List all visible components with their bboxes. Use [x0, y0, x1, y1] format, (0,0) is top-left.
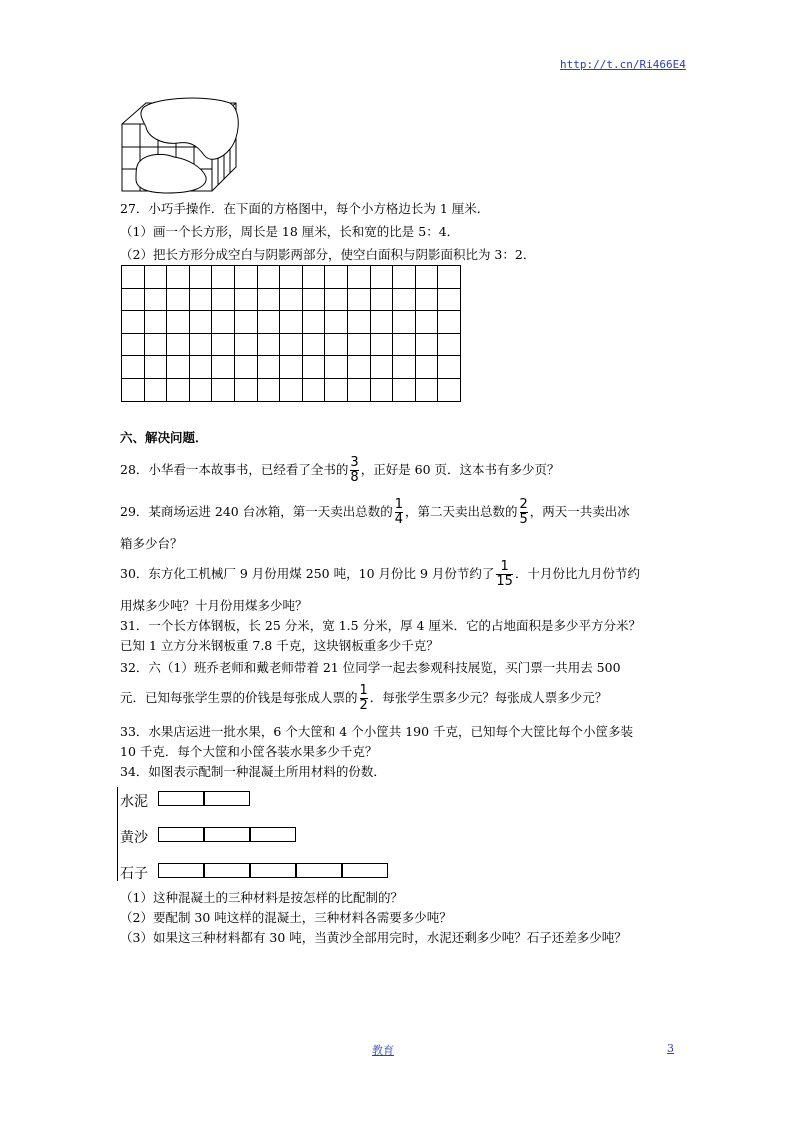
material-bar-cement [158, 791, 250, 806]
q27-sub1: （1）画一个长方形，周长是 18 厘米，长和宽的比是 5：4． [120, 224, 460, 239]
grid-cell[interactable] [189, 356, 212, 379]
grid-cell[interactable] [347, 378, 370, 401]
grid-cell[interactable] [122, 333, 145, 356]
grid-cell[interactable] [370, 266, 393, 289]
grid-cell[interactable] [234, 333, 257, 356]
grid-cell[interactable] [257, 378, 280, 401]
q34-sub3: （3）如果这三种材料都有 30 吨，当黄沙全部用完时，水泥还剩多少吨？石子还差多少吨？ [120, 930, 627, 945]
grid-cell[interactable] [234, 288, 257, 311]
grid-cell[interactable] [325, 333, 348, 356]
grid-cell[interactable] [347, 311, 370, 334]
grid-cell[interactable] [234, 356, 257, 379]
grid-cell[interactable] [347, 333, 370, 356]
grid-cell[interactable] [189, 311, 212, 334]
grid-cell[interactable] [280, 311, 303, 334]
grid-cell[interactable] [370, 378, 393, 401]
grid-cell[interactable] [393, 311, 416, 334]
grid-cell[interactable] [393, 333, 416, 356]
fraction-2-5: $\frac{2}{5}$ [519, 497, 528, 527]
q28: 28．小华看一本故事书，已经看了全书的 $\frac{3}{8}$ ，正好是 60 页．这本书有多少页？ [120, 455, 560, 485]
grid-cell[interactable] [393, 378, 416, 401]
grid-cell[interactable] [212, 288, 235, 311]
q31-line1: 31．一个长方体钢板，长 25 分米，宽 1.5 分米，厚 4 厘米．它的占地面积是多少平方分米？ [120, 618, 641, 633]
header-url-link[interactable]: http://t.cn/Ri466E4 [560, 58, 686, 71]
grid-cell[interactable] [167, 378, 190, 401]
grid-cell[interactable] [280, 288, 303, 311]
grid-cell[interactable] [393, 356, 416, 379]
grid-cell[interactable] [144, 288, 167, 311]
grid-cell[interactable] [302, 333, 325, 356]
q32-line2: 元．已知每张学生票的价钱是每张成人票的 $\frac{1}{2}$ ．每张学生票多少元？每张成人票多少元？ [120, 683, 608, 713]
grid-cell[interactable] [415, 311, 438, 334]
fraction-1-2: $\frac{1}{2}$ [359, 683, 368, 713]
material-bar-sand [158, 827, 296, 842]
grid-cell[interactable] [325, 311, 348, 334]
section-6-title: 六、解决问题． [120, 430, 208, 445]
grid-cell[interactable] [302, 356, 325, 379]
q33-line1: 33．水果店运进一批水果，6 个大筐和 4 个小筐共 190 千克，已知每个大筐比每个小筐多装 [120, 724, 634, 739]
grid-cell[interactable] [370, 311, 393, 334]
grid-cell[interactable] [438, 311, 461, 334]
grid-cell[interactable] [212, 333, 235, 356]
q29-line2: 箱多少台？ [120, 536, 183, 551]
grid-cell[interactable] [415, 288, 438, 311]
grid-cell[interactable] [438, 356, 461, 379]
material-label-sand: 黄沙 [120, 830, 148, 846]
grid-cell[interactable] [144, 266, 167, 289]
grid-cell[interactable] [415, 266, 438, 289]
q32-line1: 32．六（1）班乔老师和戴老师带着 21 位同学一起去参观科技展览，买门票一共用去 500 [120, 660, 621, 675]
grid-cell[interactable] [347, 288, 370, 311]
grid-cell[interactable] [370, 356, 393, 379]
grid-cell[interactable] [302, 311, 325, 334]
q34-title: 34．如图表示配制一种混凝土所用材料的份数． [120, 764, 386, 779]
cube-figure [118, 97, 243, 197]
grid-cell[interactable] [189, 288, 212, 311]
material-label-cement: 水泥 [120, 794, 148, 810]
grid-cell[interactable] [189, 378, 212, 401]
grid-cell[interactable] [167, 311, 190, 334]
material-bar-gravel [158, 863, 388, 878]
grid-cell[interactable] [415, 378, 438, 401]
q29-line1: 29．某商场运进 240 台冰箱，第一天卖出总数的 $\frac{1}{4}$ ，第二天卖出总数的 $\frac{2}{5}$ ，两天一共卖出冰 [120, 497, 630, 527]
grid-cell[interactable] [122, 266, 145, 289]
grid-cell[interactable] [257, 311, 280, 334]
grid-cell[interactable] [212, 378, 235, 401]
material-label-gravel: 石子 [120, 866, 148, 882]
grid-cell[interactable] [234, 266, 257, 289]
grid-cell[interactable] [257, 266, 280, 289]
diagram-axis-line [117, 787, 118, 881]
grid-cell[interactable] [347, 356, 370, 379]
grid-cell[interactable] [212, 311, 235, 334]
grid-cell[interactable] [415, 356, 438, 379]
grid-cell[interactable] [393, 266, 416, 289]
grid-cell[interactable] [280, 266, 303, 289]
grid-cell[interactable] [257, 333, 280, 356]
grid-cell[interactable] [325, 266, 348, 289]
grid-cell[interactable] [302, 288, 325, 311]
grid-cell[interactable] [325, 288, 348, 311]
square-grid[interactable] [121, 265, 461, 402]
q31-line2: 已知 1 立方分米钢板重 7.8 千克，这块钢板重多少千克？ [120, 638, 439, 653]
grid-cell[interactable] [438, 333, 461, 356]
grid-cell[interactable] [280, 333, 303, 356]
grid-cell[interactable] [167, 356, 190, 379]
q34-sub2: （2）要配制 30 吨这样的混凝土，三种材料各需要多少吨？ [120, 910, 452, 925]
q33-line2: 10 千克．每个大筐和小筐各装水果多少千克？ [120, 744, 378, 759]
grid-cell[interactable] [438, 288, 461, 311]
grid-cell[interactable] [325, 378, 348, 401]
grid-cell[interactable] [325, 356, 348, 379]
grid-cell[interactable] [144, 356, 167, 379]
q27-sub2: （2）把长方形分成空白与阴影两部分，使空白面积与阴影面积比为 3：2． [120, 247, 536, 262]
grid-cell[interactable] [302, 378, 325, 401]
page-number[interactable]: 3 [667, 1042, 674, 1055]
q34-sub1: （1）这种混凝土的三种材料是按怎样的比配制的？ [120, 890, 403, 905]
grid-cell[interactable] [144, 311, 167, 334]
grid-cell[interactable] [122, 356, 145, 379]
grid-cell[interactable] [212, 266, 235, 289]
grid-cell[interactable] [280, 378, 303, 401]
grid-cell[interactable] [122, 311, 145, 334]
grid-cell[interactable] [302, 266, 325, 289]
grid-cell[interactable] [122, 378, 145, 401]
grid-cell[interactable] [415, 333, 438, 356]
q27-title: 27．小巧手操作．在下面的方格图中，每个小方格边长为 1 厘米． [120, 201, 490, 216]
grid-cell[interactable] [189, 333, 212, 356]
fraction-1-4: $\frac{1}{4}$ [394, 497, 403, 527]
grid-cell[interactable] [122, 288, 145, 311]
grid-cell[interactable] [438, 266, 461, 289]
grid-cell[interactable] [212, 356, 235, 379]
grid-cell[interactable] [257, 288, 280, 311]
grid-cell[interactable] [280, 356, 303, 379]
grid-cell[interactable] [438, 378, 461, 401]
grid-cell[interactable] [393, 288, 416, 311]
grid-cell[interactable] [167, 333, 190, 356]
grid-cell[interactable] [234, 378, 257, 401]
grid-cell[interactable] [347, 266, 370, 289]
q30-line1: 30．东方化工机械厂 9 月份用煤 250 吨，10 月份比 9 月份节约了 $\frac{1}{15}$ ．十月份比九月份节约 [120, 559, 640, 589]
fraction-3-8: $\frac{3}{8}$ [350, 455, 359, 485]
grid-cell[interactable] [144, 378, 167, 401]
grid-cell[interactable] [370, 333, 393, 356]
grid-cell[interactable] [144, 333, 167, 356]
grid-cell[interactable] [167, 288, 190, 311]
footer-link[interactable]: 教育 [372, 1044, 394, 1057]
grid-cell[interactable] [234, 311, 257, 334]
grid-cell[interactable] [257, 356, 280, 379]
grid-cell[interactable] [189, 266, 212, 289]
fraction-1-15: $\frac{1}{15}$ [496, 559, 513, 589]
grid-cell[interactable] [167, 266, 190, 289]
q30-line2: 用煤多少吨？十月份用煤多少吨？ [120, 598, 308, 613]
grid-cell[interactable] [370, 288, 393, 311]
